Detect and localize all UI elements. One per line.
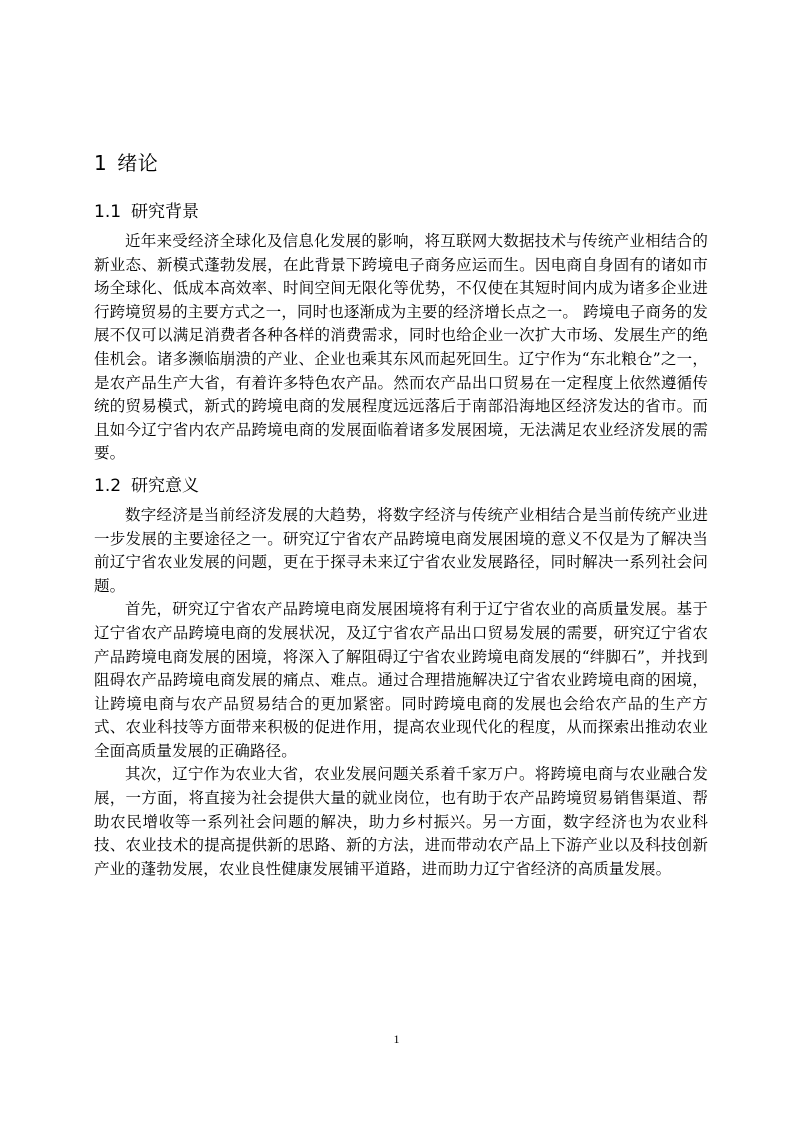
- section-heading: [94, 472, 708, 500]
- paragraph: 其次，辽宁作为农业大省，农业发展问题关系着千家万户。将跨境电商与农业融合发展，一方面，将直接为社会提供大量的就业岗位，也有助于农产品跨境贸易销售渠道、帮助农民增收等一系列社会问题的解决，助力乡村振兴。另一方面，数字经济也为农业科技、农业技术的提高提供新的思路、新的方法，进而带动农产品上下游产业以及科技创新产业的蓬勃发展，农业良性健康发展铺平道路，进而助力辽宁省经济的高质量发展。: [94, 765, 708, 878]
- paragraph: 数字经济是当前经济发展的大趋势，将数字经济与传统产业相结合是当前传统产业进一步发展的主要途径之一。研究辽宁省农产品跨境电商发展困境的意义不仅是为了解决当前辽宁省农业发展的问题，更在于探寻未来辽宁省农业发展路径，同时解决一系列社会问题。: [94, 505, 708, 595]
- chapter-title: 绪论: [117, 151, 159, 175]
- paragraph: 近年来受经济全球化及信息化发展的影响，将互联网大数据技术与传统产业相结合的新业态、新模式蓬勃发展，在此背景下跨境电子商务应运而生。因电商自身固有的诸如市场全球化、低成本高效率、时间空间无限化等优势，不仅使在其短时间内成为诸多企业进行跨境贸易的主要方式之一，同时也逐渐成为主要的经济增长点之一。 跨境电子商务的发展不仅可以满足消费者各种各样的消费需求，同时也给企业一次扩大市场、发展生产的绝佳机会。诸多濒临崩溃的产业、企业也乘其东风而起死回生。辽宁作为“东北粮仓”之一，是农产品生产大省，有着许多特色农产品。然而农产品出口贸易在一定程度上依然遵循传统的贸易模式，新式的跨境电商的发展程度远远落后于南部沿海地区经济发达的省市。而且如今辽宁省内农产品跨境电商的发展面临着诸多发展困境，无法满足农业经济发展的需要。: [94, 232, 708, 463]
- page-body: [94, 148, 708, 881]
- section-title: 研究意义: [131, 475, 200, 496]
- section-title: 研究背景: [131, 202, 200, 222]
- paragraph: 首先，研究辽宁省农产品跨境电商发展困境将有利于辽宁省农业的高质量发展。基于辽宁省农产品跨境电商的发展状况，及辽宁省农产品出口贸易发展的需要，研究辽宁省农产品跨境电商发展的困境，将深入了解阻碍辽宁省农业跨境电商发展的“绊脚石”，并找到阻碍农产品跨境电商发展的痛点、难点。通过合理措施解决辽宁省农业跨境电商的困境，让跨境电商与农产品贸易结合的更加紧密。同时跨境电商的发展也会给农产品的生产方式、农业科技等方面带来积极的促进作用，提高农业现代化的程度，从而探索出推动农业全面高质量发展的正确路径。: [94, 600, 708, 760]
- chapter-number: 1: [94, 151, 108, 175]
- page-number: 1: [393, 1032, 400, 1046]
- chapter-heading: [94, 148, 708, 178]
- section-heading: [94, 198, 708, 226]
- section-number: 1.1: [94, 202, 122, 222]
- section-number: 1.2: [94, 475, 122, 496]
